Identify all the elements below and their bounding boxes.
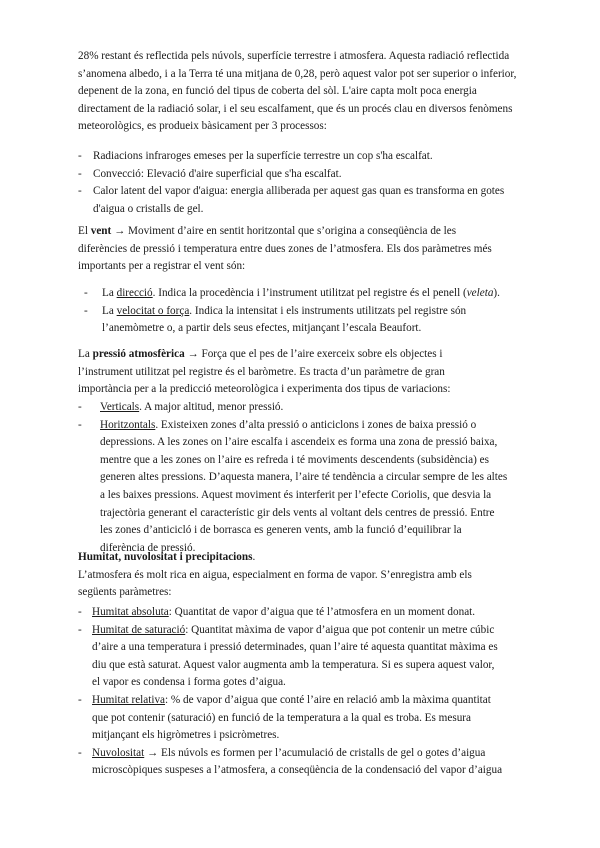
dash-marker: -: [78, 606, 82, 618]
list-item-text: [100, 417, 578, 435]
vent-prefix: El: [78, 225, 91, 237]
term-humitat-absoluta: Humitat absoluta: [92, 606, 169, 618]
intro-line: 28% restant és reflectida pels núvols, superfície terrestre i atmosfera. Aquesta radiació reflectida: [78, 50, 510, 62]
text: . A major altitud, menor pressió.: [139, 401, 284, 413]
list-item: [78, 399, 578, 417]
list-item: [78, 148, 578, 166]
text: ).: [493, 287, 500, 299]
list-item: [78, 692, 578, 745]
list-item-text: diferència de pressió.: [100, 541, 196, 554]
list-item-text: [92, 622, 578, 640]
pressio-prefix: La: [78, 348, 93, 360]
list-item: [78, 166, 578, 184]
text: . Indica la procedència i l’instrument utilitzat pel registre és el penell (: [152, 287, 467, 299]
intro-line: s’anomena albedo, i a la Terra té una mitjana de 0,28, però aquest valor pot ser superior o inferior,: [78, 67, 517, 80]
dash-marker: -: [78, 418, 82, 431]
list-item-text: mitjançant els higròmetres i psicròmetres.: [92, 729, 280, 742]
list-item: [78, 622, 578, 692]
list-item: [78, 183, 578, 218]
list-item-text: microscòpiques suspeses a l’atmosfera, a conseqüència de la condensació del vapor d’aigua: [92, 764, 503, 777]
list-item-text: generen altes pressions. D’aquesta manera, l’aire té tendència a circular sempre de les altes: [100, 471, 508, 484]
list-item-text: [100, 399, 578, 417]
pressio-list: [78, 399, 578, 557]
list-item-text: d’aire a una temperatura i pressió determinades, quan l’aire té aquesta quantitat màxima es: [92, 641, 498, 654]
text: . Indica la intensitat i els instruments utilitzats pel registre són: [189, 304, 467, 317]
humitat-line: següents paràmetres:: [78, 586, 172, 599]
list-item-text: Radiacions infraroges emeses per la superfície terrestre un cop s'ha escalfat.: [93, 150, 433, 162]
text: La: [102, 304, 117, 317]
text: . Existeixen zones d’alta pressió o anticiclons i zones de baixa pressió o: [155, 418, 477, 431]
list-item: [78, 417, 578, 558]
pressio-line: importància per a la predicció meteorològica i experimenta dos tipus de variacions:: [78, 383, 451, 396]
list-item-text: [92, 604, 578, 622]
list-item-text: [92, 692, 578, 710]
list-item: [78, 604, 578, 622]
list-item-text: trajectòria generant el característic gir dels vents al voltant dels centres de pressió. Entre: [100, 506, 495, 519]
term-humitat-relativa: Humitat relativa: [92, 693, 166, 706]
term-velocitat: velocitat o força: [116, 304, 190, 317]
list-item-text: diu que està saturat. Aquest valor augmenta amb la temperatura. Si es supera aquest valor,: [92, 658, 495, 671]
vent-text: Moviment d’aire en sentit horitzontal que s’origina a conseqüència de les: [128, 225, 457, 237]
intro-paragraph: [78, 48, 578, 136]
list-item-text: Calor latent del vapor d'aigua: energia alliberada per aquest gas quan es transforma en gotes: [93, 185, 505, 198]
dash-marker: -: [78, 623, 82, 636]
list-item-text: Convecció: Elevació d'aire superficial que s'ha escalfat.: [93, 167, 342, 180]
list-item: [78, 745, 578, 780]
list-item-text: que pot contenir (saturació) en funció de la temperatura a la qual es troba. Es mesura: [92, 711, 471, 724]
dash-marker: -: [78, 185, 82, 198]
term-verticals: Verticals: [100, 401, 140, 413]
pressio-line: l’instrument utilitzat pel registre és el baròmetre. Es tracta d’un paràmetre de gran: [78, 365, 445, 378]
dash-marker: -: [78, 150, 82, 162]
list-item-text: el vapor es condensa i forma gotes d’aigua.: [92, 676, 286, 689]
italic-term: veleta: [466, 287, 494, 299]
intro-line: directament de la radiació solar, i el seu escalfament, que és un procés clau en diversos fenòmens: [78, 102, 513, 115]
text: .: [252, 551, 256, 563]
list-item-text: depressions. A les zones on l’aire escalfa i ascendeix es forma una zona de pressió baixa,: [100, 436, 498, 449]
list-item: [84, 285, 584, 303]
dash-marker: -: [78, 167, 82, 180]
list-item-text: a les baixes pressions. Aquest moviment és interferit per l’efecte Coriolis, que desvia la: [100, 488, 492, 501]
dash-marker: -: [78, 693, 82, 706]
list-item-text: [102, 303, 584, 321]
list-item-text: l’anemòmetre o, a partir dels seus efectes, mitjançant l’escala Beaufort.: [102, 322, 422, 335]
list-item-text: [92, 745, 578, 763]
vent-line: importants per a registrar el vent són:: [78, 260, 246, 273]
dash-marker: -: [84, 304, 88, 317]
list-item-text: d'aigua o cristalls de gel.: [93, 202, 204, 215]
pressio-text: Força que el pes de l’aire exerceix sobre els objectes i: [201, 348, 443, 360]
humitat-list: [78, 604, 578, 780]
vent-list: [84, 285, 584, 338]
term-humitat-saturacio: Humitat de saturació: [92, 623, 186, 636]
vent-term: vent: [90, 225, 112, 237]
dash-marker: -: [78, 746, 82, 759]
humitat-section: [78, 549, 578, 602]
term-direccio: direcció: [116, 287, 153, 299]
section-heading: [78, 549, 578, 567]
dash-marker: -: [78, 401, 82, 413]
list-item-text: mentre que a les zones on l’aire es refreda i té moviments descendents (subsidència) es: [100, 453, 489, 466]
pressio-term: pressió atmosfèrica: [92, 348, 185, 360]
humitat-line: L’atmosfera és molt rica en aigua, especialment en forma de vapor. S’enregistra amb els: [78, 568, 472, 581]
list-item-text: les zones d’anticicló i de borrasca es generen vents, amb la funció d’equilibrar la: [100, 524, 462, 537]
vent-paragraph: [78, 223, 578, 276]
term-horitzontals: Horitzontals: [100, 418, 156, 431]
list-item: [84, 303, 584, 338]
arrow: →: [184, 348, 202, 360]
humitat-heading: Humitat, nuvolositat i precipitacions: [78, 551, 253, 563]
text: : Quantitat de vapor d’aigua que té l’atmosfera en un moment donat.: [168, 606, 476, 618]
text: → Els núvols es formen per l’acumulació de cristalls de gel o gotes d’aigua: [144, 746, 486, 759]
term-nuvolositat: Nuvolositat: [92, 746, 145, 759]
intro-line: depenent de la zona, en funció del tipus de coberta del sòl. L'aire capta molt poca energia: [78, 85, 477, 98]
vent-line: [78, 223, 578, 241]
vent-line: diferències de pressió i temperatura entre dues zones de l’atmosfera. Els dos paràmetres més: [78, 242, 492, 255]
text: : % de vapor d’aigua que conté l’aire en relació amb la màxima quantitat: [165, 693, 491, 706]
text: La: [102, 287, 117, 299]
arrow: →: [111, 225, 129, 237]
pressio-line: [78, 346, 578, 364]
processes-list: [78, 148, 578, 218]
text: : Quantitat màxima de vapor d’aigua que pot contenir un metre cúbic: [185, 623, 495, 636]
intro-line: meteorològics, es produeix bàsicament per 3 processos:: [78, 120, 327, 133]
pressio-paragraph: [78, 346, 578, 399]
list-item-text: [102, 285, 584, 303]
dash-marker: -: [84, 287, 88, 299]
